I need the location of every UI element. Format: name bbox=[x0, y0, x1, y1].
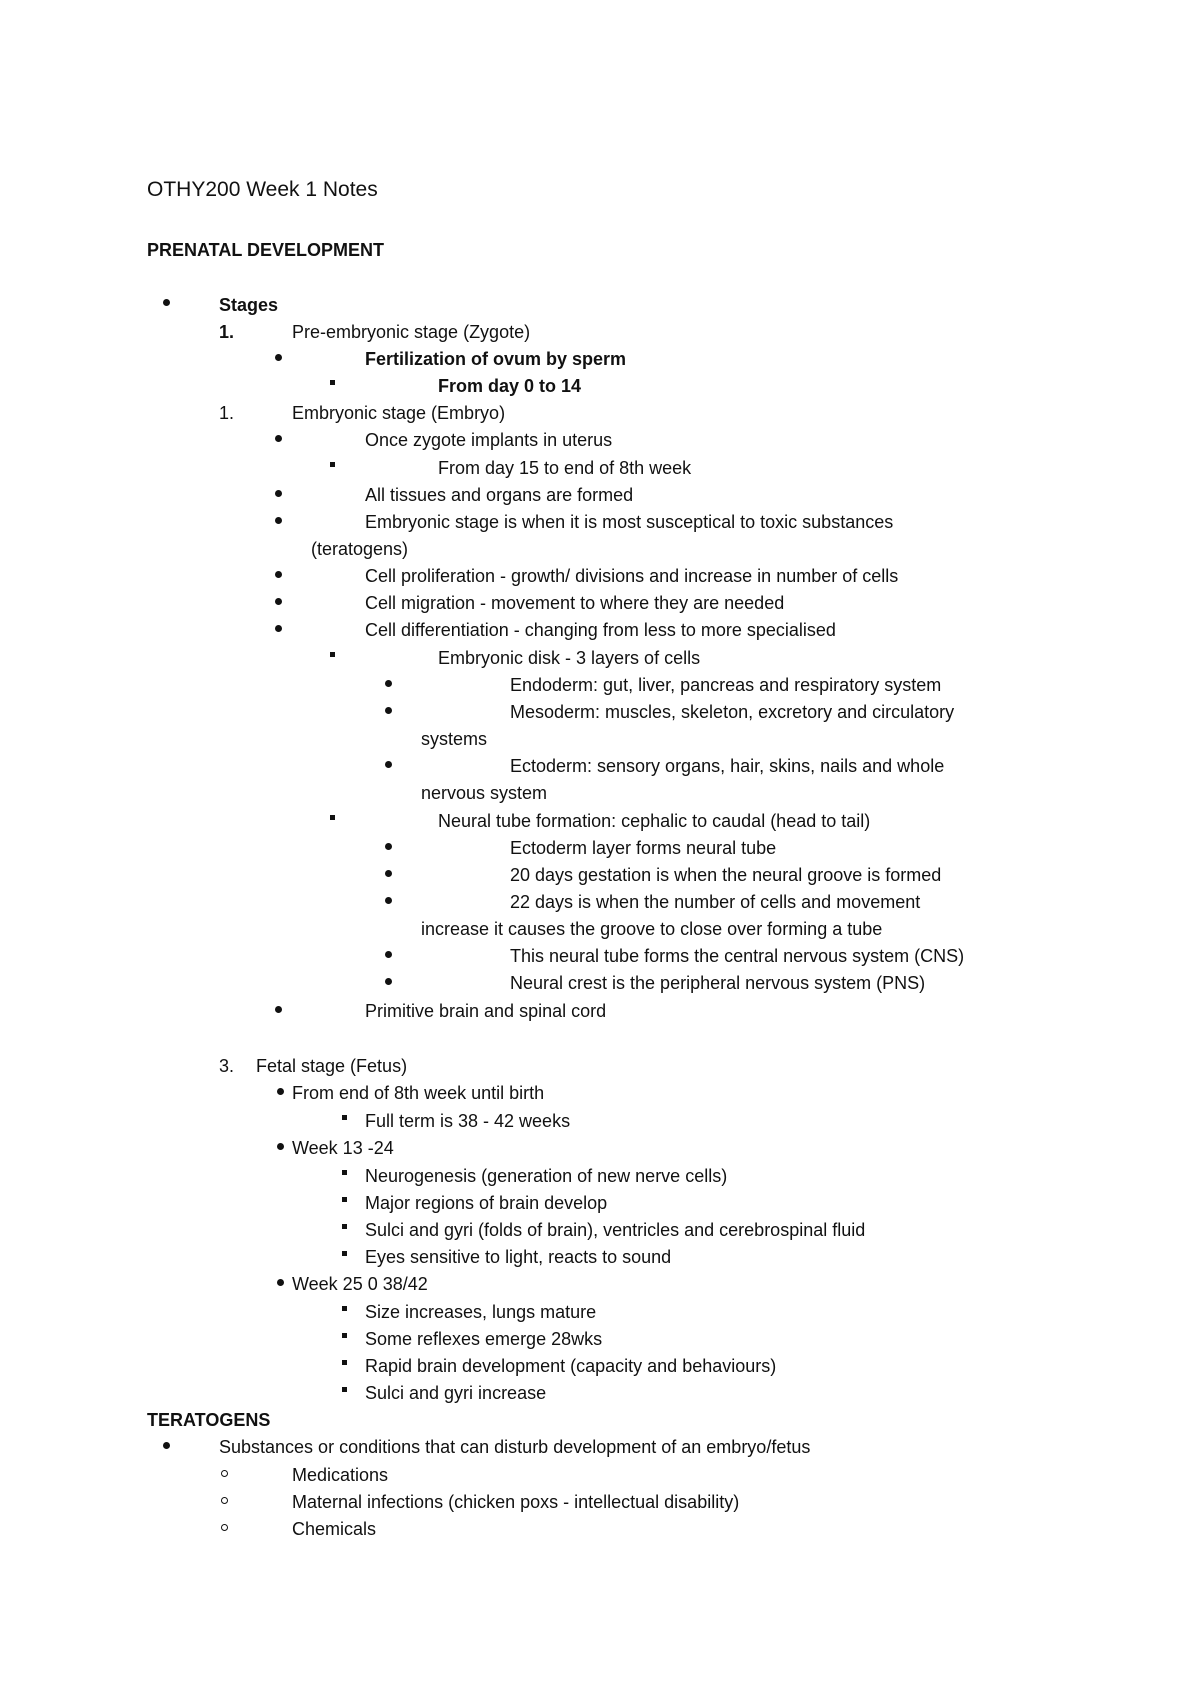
bullet-icon bbox=[275, 625, 282, 632]
bullet-icon bbox=[163, 299, 170, 306]
list-item: 22 days is when the number of cells and movement bbox=[510, 892, 921, 912]
circle-bullet-icon bbox=[221, 1497, 228, 1504]
list-item: Neural crest is the peripheral nervous system (PNS) bbox=[510, 973, 926, 993]
list-item: Once zygote implants in uterus bbox=[365, 430, 613, 450]
bullet-icon bbox=[275, 1006, 282, 1013]
bullet-icon bbox=[275, 598, 282, 605]
list-item: Sulci and gyri (folds of brain), ventricles and cerebrospinal fluid bbox=[365, 1220, 866, 1240]
square-bullet-icon bbox=[330, 462, 335, 467]
list-item: Cell differentiation - changing from less to more specialised bbox=[365, 620, 836, 640]
bullet-icon bbox=[275, 435, 282, 442]
list-item: Cell migration - movement to where they are needed bbox=[365, 593, 785, 613]
bullet-icon bbox=[275, 571, 282, 578]
list-item: Neurogenesis (generation of new nerve cells) bbox=[365, 1166, 728, 1186]
bullet-icon bbox=[275, 354, 282, 361]
list-item: From day 15 to end of 8th week bbox=[438, 458, 692, 478]
list-item: Eyes sensitive to light, reacts to sound bbox=[365, 1247, 672, 1267]
list-item: Rapid brain development (capacity and behaviours) bbox=[365, 1356, 777, 1376]
list-item: Neural tube formation: cephalic to caudal (head to tail) bbox=[438, 811, 871, 831]
list-item: Ectoderm: sensory organs, hair, skins, nails and whole bbox=[510, 756, 945, 776]
bullet-icon bbox=[385, 680, 392, 687]
bullet-icon bbox=[385, 897, 392, 904]
square-bullet-icon bbox=[342, 1360, 347, 1365]
list-item: Primitive brain and spinal cord bbox=[365, 1001, 607, 1021]
square-bullet-icon bbox=[330, 815, 335, 820]
square-bullet-icon bbox=[342, 1333, 347, 1338]
list-number: 1. bbox=[219, 322, 235, 342]
heading-prenatal-development: PRENATAL DEVELOPMENT bbox=[147, 240, 385, 260]
circle-bullet-icon bbox=[221, 1524, 228, 1531]
list-item: Maternal infections (chicken poxs - intellectual disability) bbox=[292, 1492, 740, 1512]
list-item-continuation: (teratogens) bbox=[311, 539, 409, 559]
square-bullet-icon bbox=[342, 1115, 347, 1120]
bullet-icon bbox=[385, 951, 392, 958]
list-item: Cell proliferation - growth/ divisions and increase in number of cells bbox=[365, 566, 899, 586]
bullet-icon bbox=[385, 843, 392, 850]
list-item: 20 days gestation is when the neural groove is formed bbox=[510, 865, 942, 885]
list-item-continuation: nervous system bbox=[421, 783, 548, 803]
list-item: From end of 8th week until birth bbox=[292, 1083, 545, 1103]
heading-teratogens: TERATOGENS bbox=[147, 1410, 271, 1430]
list-item: Fertilization of ovum by sperm bbox=[365, 349, 627, 369]
list-item: Substances or conditions that can disturb development of an embryo/fetus bbox=[219, 1437, 811, 1457]
list-item: Embryonic stage (Embryo) bbox=[292, 403, 506, 423]
circle-bullet-icon bbox=[221, 1470, 228, 1477]
list-item: This neural tube forms the central nervous system (CNS) bbox=[510, 946, 965, 966]
list-item: Chemicals bbox=[292, 1519, 377, 1539]
list-item: Sulci and gyri increase bbox=[365, 1383, 547, 1403]
list-item: From day 0 to 14 bbox=[438, 376, 582, 396]
bullet-icon bbox=[385, 978, 392, 985]
list-item: Pre-embryonic stage (Zygote) bbox=[292, 322, 531, 342]
square-bullet-icon bbox=[342, 1387, 347, 1392]
list-item-continuation: systems bbox=[421, 729, 488, 749]
bullet-icon bbox=[385, 707, 392, 714]
list-item: Embryonic disk - 3 layers of cells bbox=[438, 648, 701, 668]
list-item: Mesoderm: muscles, skeleton, excretory and circulatory bbox=[510, 702, 955, 722]
list-item: Week 13 -24 bbox=[292, 1138, 394, 1158]
list-number: 1. bbox=[219, 403, 235, 423]
bullet-icon bbox=[277, 1143, 284, 1150]
list-item-continuation: increase it causes the groove to close over forming a tube bbox=[421, 919, 883, 939]
bullet-icon bbox=[277, 1279, 284, 1286]
square-bullet-icon bbox=[342, 1306, 347, 1311]
bullet-icon bbox=[163, 1442, 170, 1449]
bullet-icon bbox=[275, 517, 282, 524]
list-item: Ectoderm layer forms neural tube bbox=[510, 838, 777, 858]
stages-label: Stages bbox=[219, 295, 279, 315]
list-item: Endoderm: gut, liver, pancreas and respiratory system bbox=[510, 675, 942, 695]
list-item: Full term is 38 - 42 weeks bbox=[365, 1111, 571, 1131]
square-bullet-icon bbox=[342, 1170, 347, 1175]
list-item: All tissues and organs are formed bbox=[365, 485, 634, 505]
bullet-icon bbox=[277, 1088, 284, 1095]
square-bullet-icon bbox=[342, 1251, 347, 1256]
bullet-icon bbox=[275, 490, 282, 497]
list-item: Size increases, lungs mature bbox=[365, 1302, 597, 1322]
list-number: 3. bbox=[219, 1056, 235, 1076]
list-item: Major regions of brain develop bbox=[365, 1193, 608, 1213]
list-item: Medications bbox=[292, 1465, 389, 1485]
square-bullet-icon bbox=[342, 1224, 347, 1229]
list-item: Some reflexes emerge 28wks bbox=[365, 1329, 603, 1349]
document-title: OTHY200 Week 1 Notes bbox=[147, 178, 378, 201]
bullet-icon bbox=[385, 761, 392, 768]
list-item: Week 25 0 38/42 bbox=[292, 1274, 428, 1294]
bullet-icon bbox=[385, 870, 392, 877]
square-bullet-icon bbox=[330, 652, 335, 657]
square-bullet-icon bbox=[330, 380, 335, 385]
square-bullet-icon bbox=[342, 1197, 347, 1202]
list-item: Fetal stage (Fetus) bbox=[256, 1056, 408, 1076]
list-item: Embryonic stage is when it is most susceptical to toxic substances bbox=[365, 512, 894, 532]
